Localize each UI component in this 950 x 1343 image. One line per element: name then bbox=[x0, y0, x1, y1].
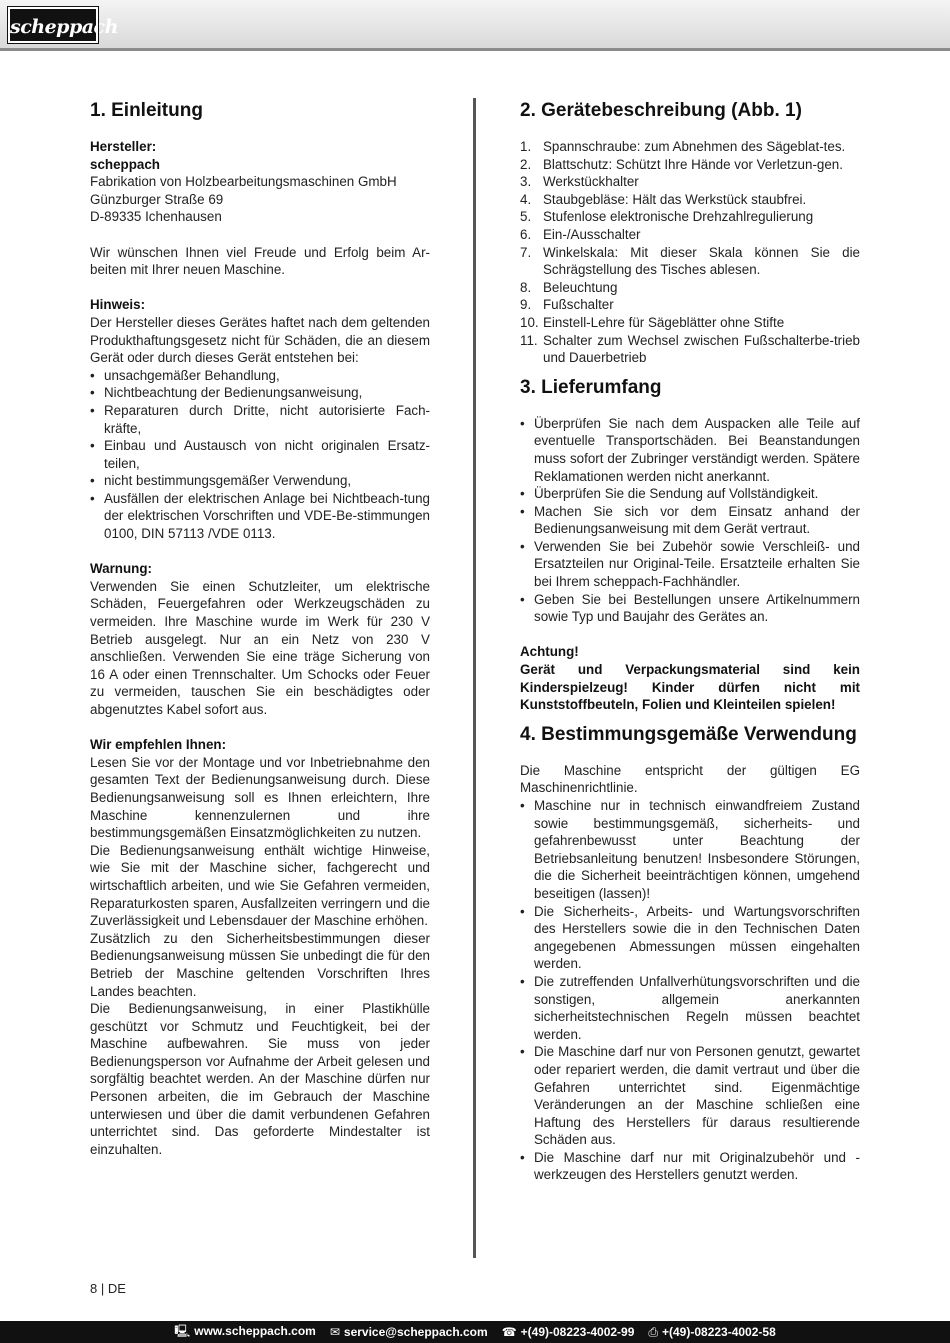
list-item: • Einbau und Austausch von nicht originalen Ersatz-teilen, bbox=[90, 437, 430, 472]
list-item: 8. Beleuchtung bbox=[520, 279, 618, 295]
list-item: 9. Fußschalter bbox=[520, 297, 614, 313]
fax-number: ⎙ +(49)-08223-4002-58 bbox=[648, 1324, 776, 1339]
empfehlen-label: Wir empfehlen Ihnen: bbox=[90, 737, 227, 753]
list-item: 1. Spannschraube: zum Abnehmen des Sägeblat-tes. bbox=[520, 139, 846, 154]
list-item: • Ausfällen der elektrischen Anlage bei Nichtbeach-tung der elektrischen Vorschriften und VDE-Be-stimmungen 0100, DIN 57113 /VDE 0113. bbox=[90, 490, 430, 543]
paragraph: Zusätzlich zu den Sicherheitsbestimmungen dieser Bedienungsanweisung müssen Sie unbedingt die für den Betrieb der Maschine geltenden Vorschriften Ihres Landes beachten. bbox=[90, 930, 430, 999]
section-heading-lieferumfang: 3. Lieferumfang bbox=[520, 376, 662, 398]
phone-number: ☎ +(49)-08223-4002-99 bbox=[501, 1325, 635, 1339]
list-item: • Die Sicherheits-, Arbeits- und Wartungsvorschriften des Herstellers sowie die in den Technischen Daten angegebenen Abmessungen müssen eingehalten werden. bbox=[520, 903, 860, 973]
list-item: • Die Maschine darf nur von Personen genutzt, gewartet oder repariert werden, die damit vertraut und über die Gefahren unterrichtet sind. Eigenmächtige Veränderungen an der Maschine schließen eine Haftung des Herstellers für daraus resultierende Schäden aus. bbox=[520, 1043, 860, 1149]
warnung-label: Warnung: bbox=[90, 561, 152, 577]
list-item: • Überprüfen Sie nach dem Auspacken alle Teile auf eventuelle Transportschäden. Bei Beanstandungen muss sofort der Zubringer verständigt werden. Spätere Reklamationen werden nicht anerkannt. bbox=[520, 415, 860, 485]
list-item: • Nichtbeachtung der Bedienungsanweisung, bbox=[90, 384, 430, 402]
list-item: 6. Ein-/Ausschalter bbox=[520, 226, 641, 242]
parts-list bbox=[520, 138, 860, 367]
list-item: • Überprüfen Sie die Sendung auf Vollständigkeit. bbox=[520, 485, 860, 503]
paragraph: Lesen Sie vor der Montage und vor Inbetriebnahme den gesamten Text der Bedienungsanweisung durch. Diese Bedienungsanweisung soll es Ihnen erleichtern, Ihre Maschine kennenzulernen und ihre bestimmungsgemäßen Einsatzmöglichkeiten zu nutzen. bbox=[90, 754, 430, 841]
list-item: 5. Stufenlose elektronische Drehzahlregulierung bbox=[520, 209, 814, 225]
delivery-list bbox=[520, 415, 860, 626]
address-line: Fabrikation von Holzbearbeitungsmaschinen GmbH bbox=[90, 174, 397, 190]
paragraph: Die Bedienungsanweisung, in einer Plastikhülle geschützt vor Schmutz und Feuchtigkeit, bei der Maschine aufbewahren. Sie muss von jeder Bedienungsperson vor Aufnahme der Arbeit gelesen und sorgfältig beachtet werden. An der Maschine dürfen nur Personen arbeiten, die im Gebrauch der Maschine unterwiesen und über die damit verbundenen Gefahren unterrichtet sind. Das geforderte Mindestalter ist einzuhalten. bbox=[90, 1001, 430, 1157]
mail-icon: ✉ bbox=[329, 1325, 340, 1339]
list-item: • Die zutreffenden Unfallverhütungsvorschriften und die sonstigen, allgemein anerkannten sicherheitstechnischen Regeln müssen beachtet werden. bbox=[520, 973, 860, 1043]
list-item: • Die Maschine darf nur mit Originalzubehör und -werkzeugen des Herstellers genutzt werden. bbox=[520, 1149, 860, 1184]
list-item: 2. Blattschutz: Schützt Ihre Hände vor Verletzun-gen. bbox=[520, 156, 843, 172]
list-item: 11. Schalter zum Wechsel zwischen Fußschalterbe-trieb und Dauerbetrieb bbox=[520, 332, 860, 366]
list-item: • Geben Sie bei Bestellungen unsere Artikelnummern sowie Typ und Baujahr des Gerätes an. bbox=[520, 591, 860, 626]
warnung-text: Verwenden Sie einen Schutzleiter, um elektrische Schäden, Feuergefahren oder Werkzeugschäden zu vermeiden. Ihre Maschine wurde im Werk für 230 V Betrieb ausgelegt. Nur an ein Netz von 230 V anschließen. Verwenden Sie eine träge Sicherung von 16 A oder einen Trennschalter. Um Schocks oder Feuer zu vermeiden, tauschen Sie ein beschädigtes oder abgenutztes Kabel sofort aus. bbox=[90, 578, 430, 717]
list-item: 7. Winkelskala: Mit dieser Skala können Sie die Schrägstellung des Tisches ablesen. bbox=[520, 244, 860, 278]
fax-icon: ⎙ bbox=[648, 1324, 658, 1339]
list-item: • Reparaturen durch Dritte, nicht autorisierte Fach-kräfte, bbox=[90, 402, 430, 437]
list-item: 10. Einstell-Lehre für Sägeblätter ohne Stifte bbox=[520, 314, 785, 330]
section-heading-einleitung: 1. Einleitung bbox=[90, 100, 203, 121]
list-item: • Maschine nur in technisch einwandfreiem Zustand sowie bestimmungsgemäß, sicherheits- und gefahrenbewusst unter Beachtung der Betriebsanleitung benutzen! Insbesondere Störungen, die die Sicherheit beeinträchtigen können, umgehend beseitigen (lassen)! bbox=[520, 797, 860, 903]
hinweis-list bbox=[90, 367, 430, 543]
right-column bbox=[520, 98, 860, 1184]
left-column bbox=[90, 98, 430, 1158]
manufacturer-name: scheppach bbox=[90, 156, 160, 172]
section-heading-verwendung: 4. Bestimmungsgemäße Verwendung bbox=[520, 723, 857, 745]
list-item: • unsachgemäßer Behandlung, bbox=[90, 367, 430, 385]
welcome-text: Wir wünschen Ihnen viel Freude und Erfolg beim Ar-beiten mit Ihrer neuen Maschine. bbox=[90, 244, 430, 278]
use-intro: Die Maschine entspricht der gültigen EG Maschinenrichtlinie. bbox=[520, 762, 860, 796]
hinweis-text: Der Hersteller dieses Gerätes haftet nach dem geltenden Produkthaftungsgesetz nicht für Schäden, die an diesem Gerät oder durch dieses Gerät entstehen bei: bbox=[90, 314, 430, 366]
address-line: Günzburger Straße 69 bbox=[90, 191, 224, 207]
list-item: • Verwenden Sie bei Zubehör sowie Verschleiß- und Ersatzteilen nur Original-Teile. Ersatzteile erhalten Sie bei Ihrem scheppach-Fachhändler. bbox=[520, 538, 860, 591]
column-divider bbox=[473, 98, 476, 1258]
section-heading-geraetebeschreibung: 2. Gerätebeschreibung (Abb. 1) bbox=[520, 100, 802, 121]
address-line: D-89335 Ichenhausen bbox=[90, 209, 222, 225]
computer-icon: 🖳 bbox=[174, 1323, 191, 1338]
phone-icon: ☎ bbox=[501, 1325, 517, 1339]
header-bar bbox=[0, 0, 950, 51]
manufacturer-label: Hersteller: bbox=[90, 139, 157, 154]
page-number: 8 | DE bbox=[90, 1281, 126, 1296]
list-item: • nicht bestimmungsgemäßer Verwendung, bbox=[90, 472, 430, 490]
list-item: • Machen Sie sich vor dem Einsatz anhand der Bedienungsanweisung mit dem Gerät vertraut. bbox=[520, 503, 860, 538]
list-item: 4. Staubgebläse: Hält das Werkstück staubfrei. bbox=[520, 191, 807, 207]
website-link[interactable]: 🖳 www.scheppach.com bbox=[174, 1323, 316, 1338]
email-link[interactable]: ✉ service@scheppach.com bbox=[329, 1325, 488, 1339]
list-item: 3. Werkstückhalter bbox=[520, 174, 639, 190]
footer-bar bbox=[0, 1321, 950, 1343]
achtung-label: Achtung! bbox=[520, 644, 579, 660]
hinweis-label: Hinweis: bbox=[90, 297, 146, 313]
use-list bbox=[520, 797, 860, 1184]
scheppach-logo: scheppach bbox=[8, 7, 98, 43]
achtung-text: Gerät und Verpackungsmaterial sind kein Kinderspielzeug! Kinder dürfen nicht mit Kunststoffbeuteln, Folien und Kleinteilen spielen! bbox=[520, 662, 860, 713]
paragraph: Die Bedienungsanweisung enthält wichtige Hinweise, wie Sie mit der Maschine sicher, fachgerecht und wirtschaftlich arbeiten, und wie Sie Gefahren vermeiden, Reparaturkosten sparen, Ausfallzeiten verringern und die Zuverlässigkeit und Lebensdauer der Maschine erhöhen. bbox=[90, 842, 430, 929]
